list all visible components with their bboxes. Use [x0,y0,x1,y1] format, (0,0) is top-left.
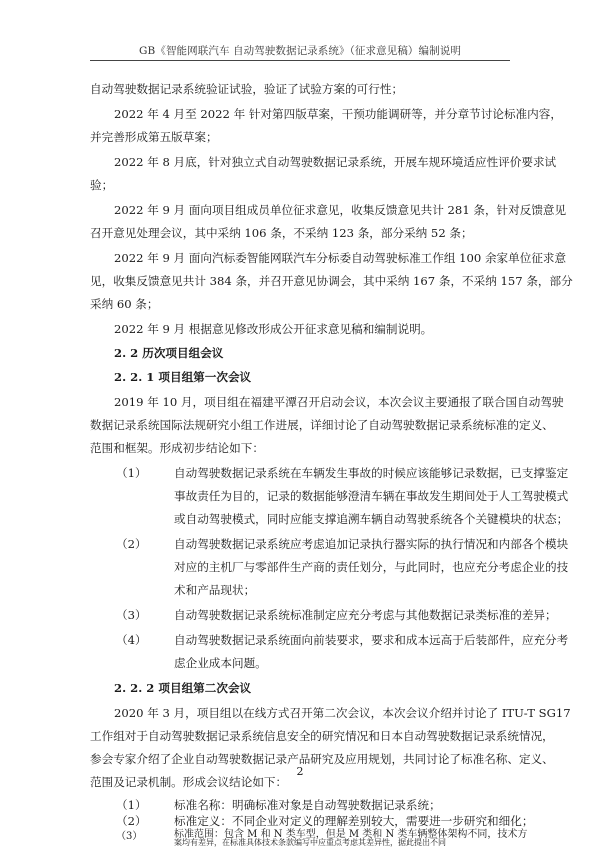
list-item-line: 事故责任为目的，记录的数据能够澄清车辆在事故发生期间处于人工驾驶模式 [174,489,569,503]
event-line: 2022 年 9 月 面向汽标委智能网联汽车分标委自动驾驶标准工作组 100 余家单位征求意 [114,251,567,265]
list-item-line: 自动驾驶数据记录系统在车辆发生事故的时候应该能够记录数据，已支撑鉴定 [174,466,569,480]
event-line: 召开意见处理会议，其中采纳 106 条，不采纳 123 条，部分采纳 52 条； [90,226,473,240]
paragraph-line: 自动驾驶数据记录系统验证试验，验证了试验方案的可行性； [90,82,404,96]
list-item-line: 虑企业成本问题。 [174,656,267,670]
list-number: （1） [116,466,147,480]
subsection-heading: 2. 2. 2 项目组第二次会议 [114,681,252,695]
list-number: （3） [116,608,147,622]
list-number: （2） [116,537,147,551]
paragraph-line: 数据记录系统国际法规研究小组工作进展，详细讨论了自动驾驶数据记录系统标准的定义、 [90,418,554,432]
header-rule [90,60,510,61]
list-item-line: 或自动驾驶模式，同时应能支撑追溯车辆自动驾驶系统各个关键模块的状态； [174,512,569,526]
event-line: 验； [90,178,114,192]
section-heading: 2. 2 历次项目组会议 [114,346,224,360]
list-item-line: 对应的主机厂与零部件生产商的责任划分，与此同时，也应充分考虑企业的技 [174,560,569,574]
list-number: （4） [116,633,147,647]
paragraph-line: 工作组对于自动驾驶数据记录系统信息安全的研究情况和日本自动驾驶数据记录系统情况， [90,729,554,743]
event-line: 见，收集反馈意见共计 384 条，并召开意见协调会，其中采纳 167 条，不采纳 157 条，部分 [90,274,573,288]
paragraph-line: 范围和框架。形成初步结论如下： [90,441,264,455]
paragraph-line: 2020 年 3 月，项目组以在线方式召开第二次会议，本次会议介绍并讨论了 ITU-T SG17 [114,706,571,720]
page-number: 2 [296,765,304,778]
list-number: （2） [116,814,147,828]
list-item-line: 标准范围：包含 M 和 N 类车型，但是 M 类和 N 类车辆整体架构不同，技术方 [174,829,528,840]
list-item-line: 自动驾驶数据记录系统标准制定应充分考虑与其他数据记录类标准的差异； [174,608,557,622]
subsection-heading: 2. 2. 1 项目组第一次会议 [114,370,252,384]
event-line: 2022 年 4 月至 2022 年 针对第四版草案，干预功能调研等，并分章节讨论标准内容， [114,107,562,121]
list-item-line: 标准名称：明确标准对象是自动驾驶数据记录系统； [174,798,441,812]
paragraph-line: 参会专家介绍了企业自动驾驶数据记录产品研究及应用规划，共同讨论了标准名称、定义、 [90,752,554,766]
event-line: 采纳 60 条； [90,297,159,311]
list-number: （1） [116,798,147,812]
running-header: GB《智能网联汽车 自动驾驶数据记录系统》（征求意见稿）编制说明 [139,45,461,57]
event-line: 2022 年 8 月底，针对独立式自动驾驶数据记录系统，开展车规环境适应性评价要求试 [114,155,557,169]
list-item-line: 标准定义：不同企业对定义的理解差别较大，需要进一步研究和细化； [174,814,534,828]
list-item-line: 案均有差异，在标准具体技术条款编写中应重点考虑其差异性，据此提出不同 [174,838,446,847]
event-line: 2022 年 9 月 面向项目组成员单位征求意见，收集反馈意见共计 281 条，针对反馈意见 [114,203,567,217]
list-number: （3） [116,831,143,842]
list-item-line: 术和产品现状； [174,583,256,597]
event-line: 并完善形成第五版草案； [90,130,218,144]
paragraph-line: 2019 年 10 月，项目组在福建平潭召开启动会议，本次会议主要通报了联合国自动驾驶 [114,395,564,409]
event-line: 2022 年 9 月 根据意见修改形成公开征求意见稿和编制说明。 [114,322,433,336]
paragraph-line: 范围及记录机制。形成会议结论如下： [90,775,288,789]
list-item-line: 自动驾驶数据记录系统面向前装要求，要求和成本远高于后装部件，应充分考 [174,633,569,647]
list-item-line: 自动驾驶数据记录系统应考虑追加记录执行器实际的执行情况和内部各个模块 [174,537,569,551]
